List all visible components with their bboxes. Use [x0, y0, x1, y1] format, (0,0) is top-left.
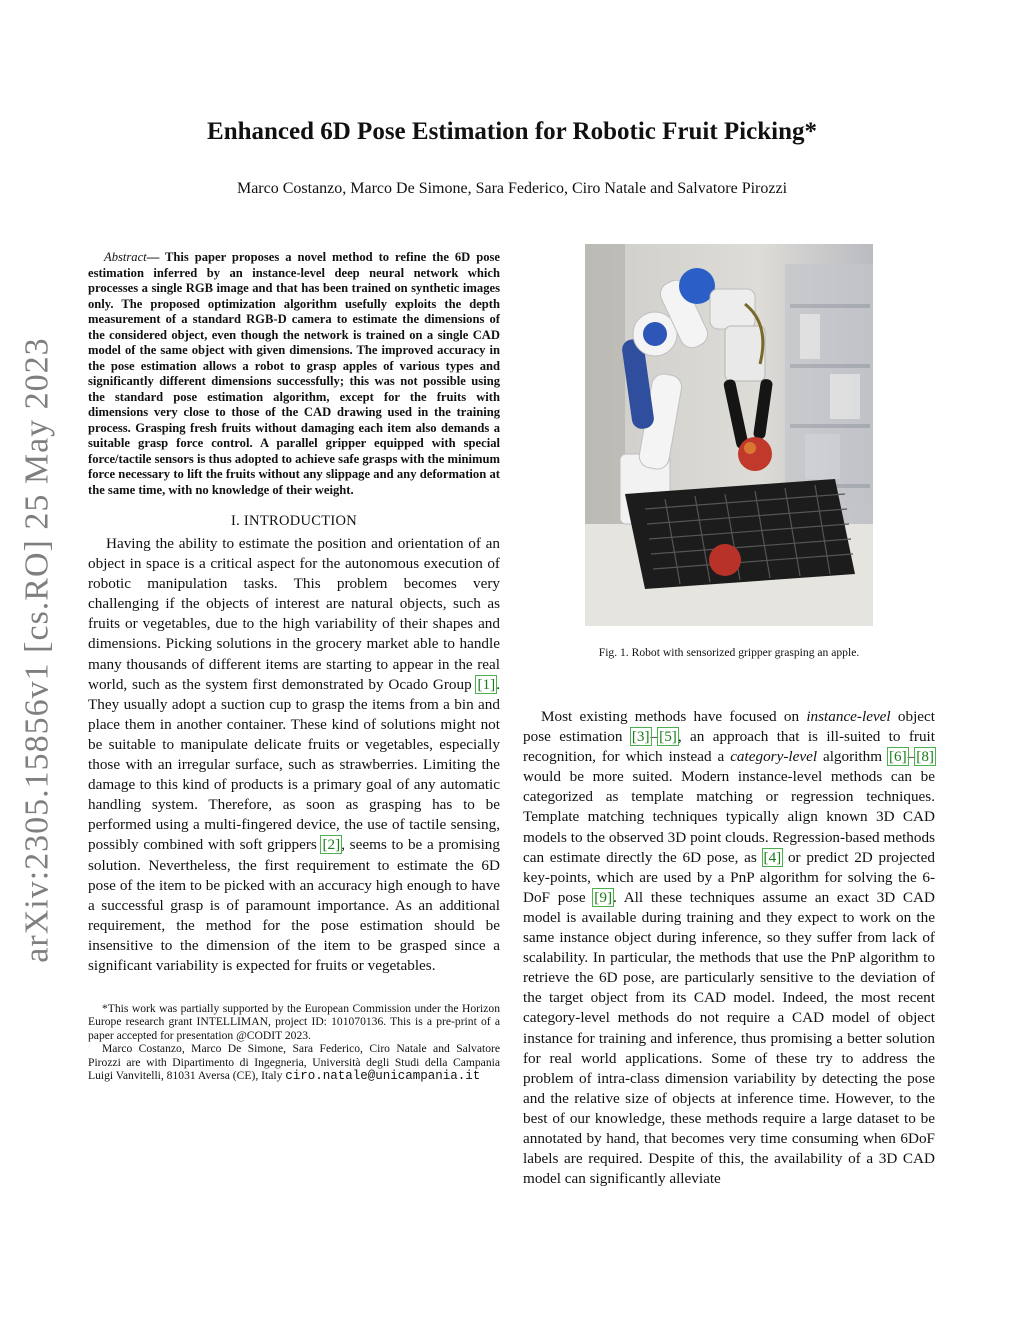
funding-footnote: *This work was partially supported by the European Commission under the Horizon Europe research grant INTELLIMAN, project ID: 101070136. This is a pre-print of a paper accepted for presentation @CODIT 2023.	[88, 1002, 500, 1042]
rtext-3: –	[650, 728, 659, 746]
rtext-9: . All these techniques assume an exact 3D CAD model is available during training and they expect to work on the same instance object during inference, so they suffer from lack of scalability. In particular, the methods that use the PnP algorithm to retrieve the 6D pose, are particularly sensitive to the deviation of the target object from its CAD model. Indeed, the most recent category-level methods do not require a CAD model of object instance for training and inference, thus promising a better solution for real world applications. Some of these try to address the problem of intra-class dimension variability by detecting the pose and the relative size of objects at inference time. However, to the best of our knowledge, these methods require a large dataset to be annotated by hand, that becomes very time consuming when 6DoF labels are required. Despite of this, the availability of a 3D CAD model can significantly alleviate	[523, 888, 935, 1188]
rtext-7: would be more suited. Modern instance-level methods can be categorized as template matching or regression techniques. Template matching techniques typically align known 3D CAD models to the observed 3D point clouds. Regression-based methods can estimate directly the 6D pose, as	[523, 768, 935, 866]
rtext-5: algorithm	[817, 748, 888, 766]
citation-link-8[interactable]: [8]	[916, 748, 934, 766]
footnotes	[88, 1002, 500, 1083]
left-column	[88, 250, 500, 1084]
abstract-text: This paper proposes a novel method to refine the 6D pose estimation inferred by an instance-level deep neural network which processes a single RGB image and that has been trained on synthetic images only. The proposed optimization algorithm usefully exploits the depth measurement of a standard RGB-D camera to estimate the dimensions of the considered object, even though the network is trained on a single CAD model of the same object with given dimensions. The improved accuracy in the pose estimation allows a robot to grasp apples of various types and significantly different dimensions successfully; this was not possible using the standard pose estimation algorithm, except for the fruits with dimensions very close to those of the CAD drawing used in the training process. Grasping fresh fruits without damaging each item also demands a suitable grasp force control. A parallel gripper equipped with special force/tactile sensors is thus adopted to achieve safe grasps with the minimum force necessary to lift the fruits without any slippage and any deformation at the same time, with no knowledge of their weight.	[88, 250, 501, 497]
intro-text-3: , seems to be a promising solution. Nevertheless, the first requirement to estimate the 6D pose of the item to be picked with an accuracy high enough to have a successful grasp is of paramount importance. As an additional requirement, the method for the pose estimation should be insensitive to the dimension of the item to be grasped since a significant variability is expected for fruits or vegetables.	[88, 836, 500, 974]
apple-grasped	[738, 437, 772, 471]
intro-text-1: Having the ability to estimate the position and orientation of an object in space is a critical aspect for the autonomous execution of robotic manipulation tasks. This problem becomes very challenging if the objects of interest are natural objects, such as fruits or vegetables, due to the high variability of their shapes and dimensions. Picking solutions in the grocery market able to handle many thousands of different items are starting to appear in the real world, such as the system first demonstrated by Ocado Group	[88, 535, 500, 693]
citation-link-6[interactable]: [6]	[888, 748, 907, 766]
abstract-dash: —	[146, 250, 165, 264]
citation-link-1[interactable]: [1]	[477, 675, 496, 693]
apple-in-crate	[709, 544, 741, 576]
figure-caption: Fig. 1. Robot with sensorized gripper grasping an apple.	[598, 646, 860, 659]
citation-link-2[interactable]: [2]	[322, 836, 341, 854]
rtext-8: or predict 2D projected key-points, which are used by a PnP algorithm for solving the 6-DoF pose	[523, 848, 935, 906]
rtext-4: , an approach that is ill-suited to fruit recognition, for which instead a	[523, 728, 935, 766]
robot-photo-illustration	[585, 244, 873, 626]
abstract	[88, 250, 500, 498]
rtext-1: Most existing methods have focused on	[541, 708, 807, 725]
em-instance-level: instance-level	[806, 708, 891, 725]
citation-link-4[interactable]: [4]	[763, 848, 782, 866]
rtext-6: –	[907, 748, 916, 766]
fruit-crate	[625, 479, 855, 589]
citation-link-9[interactable]: [9]	[594, 888, 613, 906]
rtext-2: object pose estimation	[523, 708, 936, 746]
author-list: Marco Costanzo, Marco De Simone, Sara Federico, Ciro Natale and Salvatore Pirozzi	[236, 180, 788, 197]
section-heading-introduction: I. INTRODUCTION	[230, 513, 358, 529]
arxiv-identifier	[8, 337, 68, 963]
arxiv-identifier-text: arXiv:2305.15856v1 [cs.RO] 25 May 2023	[19, 337, 57, 963]
citation-link-3[interactable]: [3]	[631, 728, 650, 746]
contact-email[interactable]: ciro.natale@unicampania.it	[285, 1069, 481, 1084]
intro-paragraph	[88, 534, 500, 976]
citation-link-5[interactable]: [5]	[659, 728, 677, 746]
paper-title: Enhanced 6D Pose Estimation for Robotic Fruit Picking*	[207, 118, 817, 145]
right-paragraph	[523, 707, 935, 1189]
intro-text-2: . They usually adopt a suction cup to grasp the items from a bin and place them in another container. These kind of solutions might not be suitable to manipulate delicate fruits or vegetables, especially those with an irregular surface, such as strawberries. Limiting the damage to this kind of products is a primary goal of any automatic handling system. Therefore, as soon as grasping has to be performed using a multi-fingered device, the use of tactile sensing, possibly combined with soft grippers	[88, 675, 500, 854]
affiliation-text: Marco Costanzo, Marco De Simone, Sara Federico, Ciro Natale and Salvatore Pirozzi are with Dipartimento di Ingegneria, Università degli Studi della Campania Luigi Vanvitelli, 81031 Aversa (CE), Italy	[88, 1042, 500, 1083]
robot-photo	[585, 244, 873, 626]
abstract-label: Abstract	[104, 250, 147, 264]
right-column	[523, 244, 935, 1189]
em-category-level: category-level	[730, 748, 818, 766]
affiliation-footnote	[88, 1042, 500, 1083]
